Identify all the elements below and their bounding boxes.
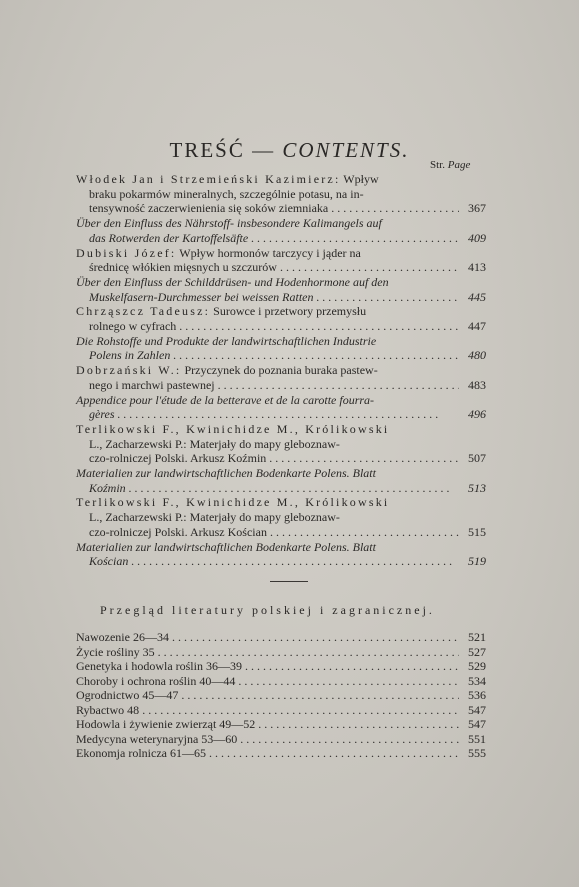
entry-author: Dobrzański W.: xyxy=(76,363,182,378)
review-label: Rybactwo 48 xyxy=(76,702,140,717)
page-number: 447 xyxy=(468,319,486,334)
page-number: 367 xyxy=(468,201,486,216)
entry-line xyxy=(76,304,486,319)
entry-author: Włodek Jan i Strzemieński Kazimierz: xyxy=(76,172,341,186)
entry-line xyxy=(76,348,486,363)
entry-line: Materialien zur landwirtschaftlichen Bodenkarte Polens. Blatt xyxy=(76,539,376,554)
page-column-header xyxy=(430,159,470,171)
entry-line xyxy=(76,201,486,216)
entry-line: Die Rohstoffe und Produkte der landwirtschaftlichen Industrie xyxy=(76,333,377,348)
page-number: 529 xyxy=(468,659,486,673)
entry-line: Materialien zur landwirtschaftlichen Bodenkarte Polens. Blatt xyxy=(76,466,376,481)
entry-title: Polens in Zahlen xyxy=(89,348,171,363)
page-number: 480 xyxy=(468,348,486,363)
entry-title: Wpływ hormonów tarczycy i jąder na xyxy=(179,245,361,260)
page-number: 547 xyxy=(468,702,486,717)
entry-line xyxy=(76,246,486,261)
toc-entry xyxy=(76,540,486,569)
entry-line xyxy=(76,525,486,540)
review-label: Ogrodnictwo 45—47 xyxy=(76,688,179,702)
entry-line xyxy=(76,231,486,246)
page-number: 534 xyxy=(468,673,486,688)
toc-entry xyxy=(76,422,486,466)
entry-title: rolnego w cyfrach xyxy=(89,319,177,334)
page-number: 547 xyxy=(468,717,486,731)
review-label: Życie rośliny 35 xyxy=(76,644,155,659)
entry-line: L., Zacharzewski P.: Materjały do mapy gleboznaw- xyxy=(89,510,340,525)
review-item xyxy=(76,732,486,747)
review-label: Ekonomja rolnicza 61—65 xyxy=(76,746,206,760)
toc-entry xyxy=(76,495,486,539)
toc-entry xyxy=(76,393,486,422)
entry-title: Surowce i przetwory przemysłu xyxy=(213,304,367,319)
title-separator: — xyxy=(244,138,283,162)
page-number: 551 xyxy=(468,731,486,746)
page-number: 496 xyxy=(468,407,486,422)
page-number: 515 xyxy=(468,524,486,539)
divider xyxy=(270,581,308,582)
entry-line xyxy=(76,481,486,496)
title-polish: TREŚĆ xyxy=(169,138,245,162)
entry-line xyxy=(76,319,486,334)
page-number: 445 xyxy=(468,289,486,304)
entry-line xyxy=(76,172,486,187)
entry-title: nego i marchwi pastewnej xyxy=(89,377,215,392)
page-number: 521 xyxy=(468,630,486,644)
page-number: 413 xyxy=(468,260,486,275)
entry-line: braku pokarmów mineralnych, szczególnie potasu, na in- xyxy=(89,186,364,201)
review-item xyxy=(76,746,486,761)
review-item xyxy=(76,703,486,718)
page-number: 507 xyxy=(468,451,486,466)
entry-line xyxy=(76,407,486,422)
review-item xyxy=(76,659,486,674)
page-number: 555 xyxy=(468,746,486,760)
toc-entry xyxy=(76,216,486,245)
toc-entry xyxy=(76,334,486,363)
page-number: 483 xyxy=(468,377,486,392)
toc-entry xyxy=(76,304,486,333)
review-item xyxy=(76,688,486,703)
toc-entry xyxy=(76,275,486,304)
review-list xyxy=(76,630,486,761)
entry-line xyxy=(76,451,486,466)
entry-line: Über den Einfluss der Schilddrüsen- und Hodenhormone auf den xyxy=(76,274,389,289)
entry-line xyxy=(76,290,486,305)
review-label: Medycyna weterynaryjna 53—60 xyxy=(76,731,238,746)
review-label: Genetyka i hodowla roślin 36—39 xyxy=(76,659,242,673)
toc-entry xyxy=(76,172,486,216)
page-number: 527 xyxy=(468,644,486,659)
entry-line xyxy=(76,260,486,275)
review-label: Choroby i ochrona roślin 40—44 xyxy=(76,673,236,688)
page-number: 513 xyxy=(468,480,486,495)
review-item xyxy=(76,674,486,689)
entry-line xyxy=(76,378,486,393)
entry-line xyxy=(76,363,486,378)
entry-title: tensywność zaczerwienienia się soków ziemniaka xyxy=(89,201,329,216)
entry-line: Appendice pour l'étude de la betterave et de la carotte fourra- xyxy=(76,392,375,407)
entry-title: Muskelfasern-Durchmesser bei weissen Ratten xyxy=(89,289,314,304)
entry-title: Koźmin xyxy=(89,480,126,495)
entry-line: Über den Einfluss des Nährstoff- insbesondere Kalimangels auf xyxy=(76,216,382,231)
entry-title: czo-rolniczej Polski. Arkusz Kościan xyxy=(89,524,267,539)
entry-line xyxy=(76,554,486,569)
page-number: 519 xyxy=(468,554,486,569)
entry-author: Terlikowski F., Kwinichidze M., Królikowski xyxy=(76,495,390,510)
entry-author: Chrząszcz Tadeusz: xyxy=(76,304,211,319)
review-item xyxy=(76,630,486,645)
entry-title: Przyczynek do poznania buraka pastew- xyxy=(184,363,378,378)
page-number: 409 xyxy=(468,230,486,245)
entry-author: Dubiski Józef: xyxy=(76,245,177,260)
review-item xyxy=(76,717,486,732)
entry-line: L., Zacharzewski P.: Materjały do mapy gleboznaw- xyxy=(89,436,340,451)
entry-title: średnicę włókien mięsnych u szczurów xyxy=(89,260,277,275)
review-label: Nawozenie 26—34 xyxy=(76,630,169,644)
entry-title: Wpływ xyxy=(343,172,379,186)
entry-title: gères xyxy=(89,407,115,422)
contents-list xyxy=(76,172,486,569)
col-page-label: Page xyxy=(447,159,471,171)
toc-entry xyxy=(76,466,486,495)
entry-title: Kościan xyxy=(89,554,129,569)
toc-entry xyxy=(76,363,486,392)
entry-author: Terlikowski F., Kwinichidze M., Królikowski xyxy=(76,421,390,436)
review-item xyxy=(76,645,486,660)
entry-title: czo-rolniczej Polski. Arkusz Koźmin xyxy=(89,451,267,466)
review-label: Hodowla i żywienie zwierząt 49—52 xyxy=(76,717,256,731)
toc-entry xyxy=(76,246,486,275)
page-number: 536 xyxy=(468,688,486,702)
entry-title: das Rotwerden der Kartoffelsäfte xyxy=(89,230,249,245)
title-english: CONTENTS. xyxy=(282,138,410,162)
review-heading: Przegląd literatury polskiej i zagranicznej. xyxy=(100,603,435,617)
page-title xyxy=(0,138,579,163)
col-str-label: Str. xyxy=(430,159,445,171)
